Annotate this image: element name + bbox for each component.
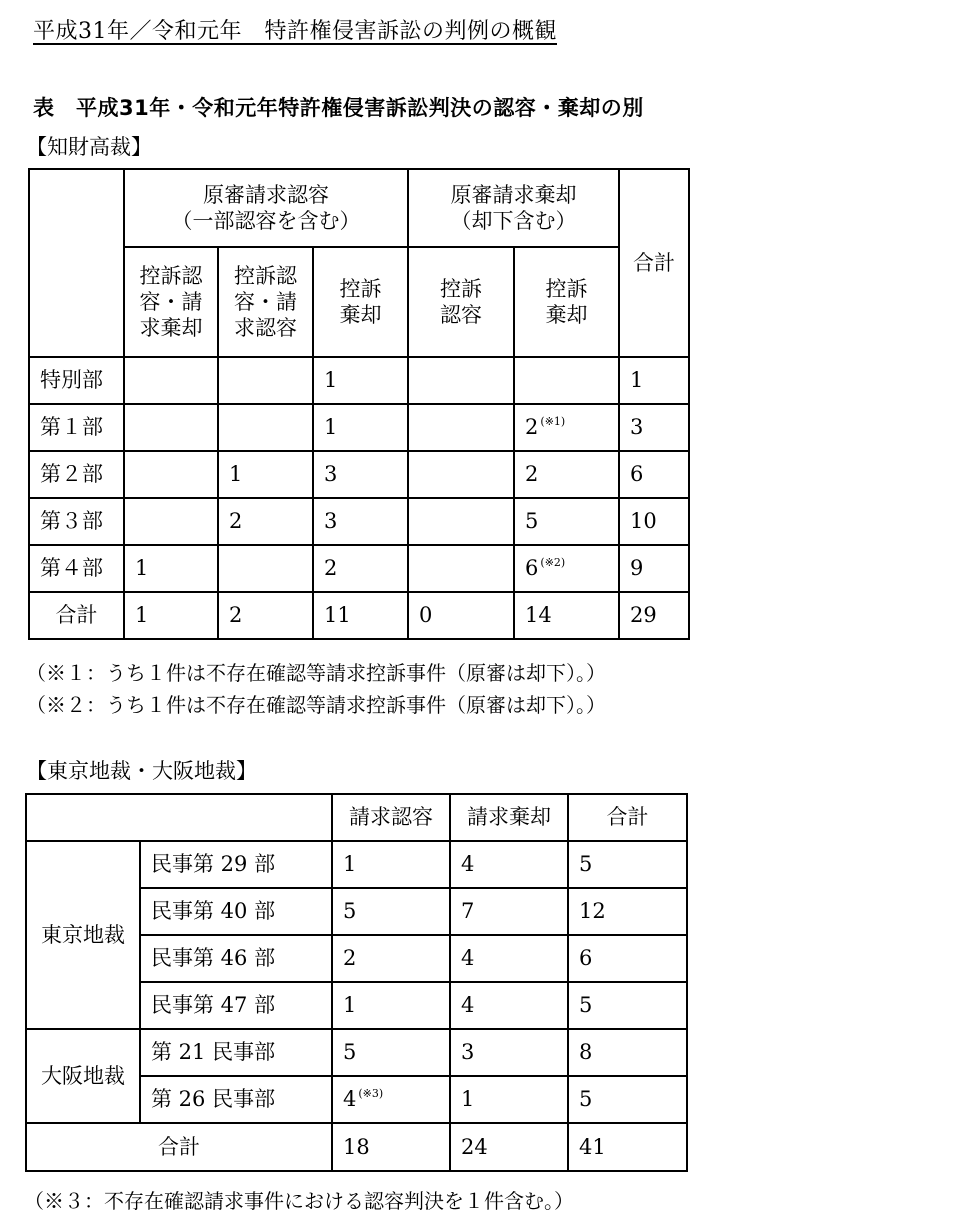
dc-column-header: 請求棄却 [450, 794, 568, 841]
footnote-1: （※１：うち１件は不存在確認等請求控訴事件（原審は却下）。） [26, 661, 606, 685]
subheader-cell: 控訴 棄却 [313, 247, 408, 357]
table-cell: 5 [568, 982, 687, 1029]
total-label: 合計 [26, 1123, 332, 1171]
table-cell: 12 [568, 888, 687, 935]
table-cell: 4 [450, 982, 568, 1029]
table-cell: 29 [619, 592, 689, 639]
ip-high-court-table [28, 168, 690, 640]
table-cell: 10 [619, 498, 689, 545]
table-cell: 5 [568, 1076, 687, 1123]
table-cell: 3 [313, 451, 408, 498]
table-cell: 3 [450, 1029, 568, 1076]
footnote-mark: (※3) [358, 1087, 384, 1101]
table-cell: 1 [124, 592, 218, 639]
table-cell: 8 [568, 1029, 687, 1076]
table-cell: 1 [218, 451, 313, 498]
footnote-mark: (※1) [540, 415, 566, 429]
table-row [29, 545, 689, 592]
table-row [29, 357, 689, 404]
table-cell: 3 [313, 498, 408, 545]
table-cell [124, 498, 218, 545]
table-cell: 1 [124, 545, 218, 592]
table-cell: 5 [568, 841, 687, 888]
table-cell [124, 451, 218, 498]
header-total: 合計 [619, 169, 689, 357]
district-courts-table [25, 793, 688, 1172]
table-cell [408, 357, 514, 404]
table-cell: 24 [450, 1123, 568, 1171]
table-cell: 2 [332, 935, 450, 982]
table-cell: 9 [619, 545, 689, 592]
table-cell: 18 [332, 1123, 450, 1171]
total-row [26, 1123, 687, 1171]
table-cell [124, 404, 218, 451]
footnote-2: （※２：うち１件は不存在確認等請求控訴事件（原審は却下）。） [26, 693, 606, 717]
table-cell: 2 $^{(※1)}$ [514, 404, 619, 451]
court-name: 東京地裁 [26, 841, 140, 1029]
table-cell: 1 [313, 357, 408, 404]
table-cell: 41 [568, 1123, 687, 1171]
table-cell: 5 [332, 888, 450, 935]
division-label: 第 26 民事部 [140, 1076, 332, 1123]
table-cell: 5 [332, 1029, 450, 1076]
page-title: 平成31年／令和元年 特許権侵害訴訟の判例の概観 [33, 19, 557, 44]
footnote-mark: (※2) [540, 556, 566, 570]
division-label: 民事第 47 部 [140, 982, 332, 1029]
row-label: 特別部 [29, 357, 124, 404]
row-label: 第３部 [29, 498, 124, 545]
table-row [29, 451, 689, 498]
row-label: 合計 [29, 592, 124, 639]
table-cell: 6 [568, 935, 687, 982]
table-cell: 4 [450, 935, 568, 982]
table-cell: 1 [313, 404, 408, 451]
corner-cell [29, 169, 124, 357]
division-label: 民事第 46 部 [140, 935, 332, 982]
table-cell: 1 [450, 1076, 568, 1123]
table-row [29, 498, 689, 545]
court-name: 大阪地裁 [26, 1029, 140, 1123]
table-cell [408, 545, 514, 592]
dc-column-header: 合計 [568, 794, 687, 841]
table-cell: 14 [514, 592, 619, 639]
subheader-cell: 控訴 棄却 [514, 247, 619, 357]
table-cell [124, 357, 218, 404]
table-cell: 2 [514, 451, 619, 498]
table-cell [408, 404, 514, 451]
header-granted: 原審請求認容 （一部認容を含む） [124, 169, 408, 247]
division-label: 第 21 民事部 [140, 1029, 332, 1076]
table-cell [218, 404, 313, 451]
table-caption: 表 平成31年・令和元年特許権侵害訴訟判決の認容・棄却の別 [33, 96, 644, 120]
table-cell: 2 [218, 498, 313, 545]
table-cell [408, 498, 514, 545]
table-cell: 6 [619, 451, 689, 498]
table-row [26, 841, 687, 888]
table-cell [218, 545, 313, 592]
table-cell [408, 451, 514, 498]
district-courts-heading: 【東京地裁・大阪地裁】 [26, 759, 257, 783]
table-cell: 1 [332, 841, 450, 888]
table-cell: 11 [313, 592, 408, 639]
row-label: 第４部 [29, 545, 124, 592]
subheader-cell: 控訴認 容・請 求棄却 [124, 247, 218, 357]
table-cell: 3 [619, 404, 689, 451]
table-cell: 2 [313, 545, 408, 592]
ip-high-court-heading: 【知財高裁】 [26, 135, 152, 159]
division-label: 民事第 40 部 [140, 888, 332, 935]
dc-corner-cell [26, 794, 332, 841]
table-row [29, 404, 689, 451]
table-cell: 4 $^{(※3)}$ [332, 1076, 450, 1123]
subheader-cell: 控訴認 容・請 求認容 [218, 247, 313, 357]
table-cell: 1 [332, 982, 450, 1029]
table-row [29, 592, 689, 639]
table-cell: 6 $^{(※2)}$ [514, 545, 619, 592]
subheader-cell: 控訴 認容 [408, 247, 514, 357]
table-cell: 5 [514, 498, 619, 545]
division-label: 民事第 29 部 [140, 841, 332, 888]
header-dismissed: 原審請求棄却 （却下含む） [408, 169, 619, 247]
row-label: 第１部 [29, 404, 124, 451]
table-cell: 1 [619, 357, 689, 404]
row-label: 第２部 [29, 451, 124, 498]
dc-column-header: 請求認容 [332, 794, 450, 841]
table-cell [514, 357, 619, 404]
footnote-3: （※３：不存在確認請求事件における認容判決を１件含む。） [24, 1189, 574, 1213]
table-cell [218, 357, 313, 404]
table-cell: 4 [450, 841, 568, 888]
table-row [26, 1029, 687, 1076]
table-cell: 2 [218, 592, 313, 639]
table-cell: 7 [450, 888, 568, 935]
table-cell: 0 [408, 592, 514, 639]
